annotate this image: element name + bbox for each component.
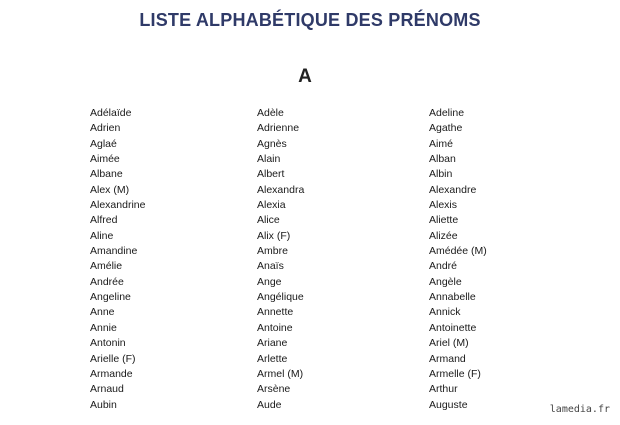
name-entry: Anaïs [257, 260, 284, 273]
name-entry: Alain [257, 153, 281, 166]
name-entry: Adrienne [257, 122, 300, 135]
name-entry: Adélaïde [90, 107, 132, 119]
name-entry: Ange [257, 275, 282, 288]
name-entry: Aude [257, 398, 282, 411]
section-letter: A [298, 66, 312, 87]
name-entry: Albin [429, 168, 453, 181]
name-entry: Andrée [90, 275, 124, 288]
name-entry: Auguste [429, 398, 468, 411]
name-entry: Agathe [429, 122, 463, 135]
name-entry: Ariane [257, 337, 288, 350]
name-entry: Alex (M) [90, 183, 130, 196]
name-entry: Aimé [429, 137, 453, 150]
name-entry: Albert [257, 168, 285, 181]
name-entry: Annette [257, 306, 294, 319]
names-column-1 [90, 106, 145, 413]
name-entry: Armande [90, 367, 133, 380]
name-entry: Arielle (F) [90, 352, 136, 365]
name-entry: Angèle [429, 275, 462, 288]
name-entry: Anne [90, 306, 115, 319]
name-entry: Aimée [90, 153, 120, 166]
name-entry: Ambre [257, 245, 288, 258]
name-entry: Alban [429, 153, 456, 166]
name-entry: Albane [90, 168, 123, 181]
names-column-3 [429, 106, 487, 413]
name-entry: Amédée (M) [429, 245, 487, 258]
name-entry: Arnaud [90, 383, 124, 396]
name-entry: Alexandra [257, 183, 305, 196]
name-entry: Armelle (F) [429, 367, 481, 380]
name-entry: Alfred [90, 214, 118, 227]
name-entry: Angeline [90, 291, 131, 304]
name-entry: Antonin [90, 337, 126, 350]
name-entry: Arthur [429, 383, 458, 396]
name-entry: Angélique [257, 291, 304, 304]
name-entry: Alexia [257, 199, 286, 212]
name-entry: Alix (F) [257, 229, 291, 242]
name-entry: Agnès [257, 137, 287, 150]
name-entry: Armel (M) [257, 367, 304, 380]
site-watermark: lamedia.fr [549, 404, 610, 415]
names-column-2 [257, 106, 304, 413]
page-title: LISTE ALPHABÉTIQUE DES PRÉNOMS [139, 10, 481, 30]
name-entry: Aliette [429, 214, 459, 227]
name-entry: Ariel (M) [429, 337, 469, 350]
name-entry: Alexis [429, 199, 458, 212]
name-entry: Adeline [429, 107, 465, 119]
name-entry: Annabelle [429, 291, 476, 304]
name-entry: Antoinette [429, 321, 477, 334]
name-entry: Amandine [90, 245, 138, 258]
name-entry: Annick [429, 306, 461, 319]
name-entry: Arlette [257, 352, 288, 365]
name-entry: Armand [429, 352, 466, 365]
name-entry: Amélie [90, 260, 123, 273]
name-entry: Antoine [257, 321, 293, 334]
name-entry: Alizée [429, 229, 458, 242]
name-entry: Adrien [90, 122, 121, 135]
name-entry: Aglaé [90, 137, 117, 150]
names-columns [0, 106, 620, 418]
name-entry: Alexandre [429, 183, 477, 196]
name-entry: Arsène [257, 383, 291, 396]
name-entry: Aline [90, 229, 114, 242]
name-entry: Alexandrine [90, 199, 146, 212]
name-entry: Alice [257, 214, 280, 227]
name-entry: Annie [90, 321, 117, 334]
name-entry: André [429, 260, 458, 273]
name-entry: Adèle [257, 107, 284, 119]
name-entry: Aubin [90, 398, 117, 411]
